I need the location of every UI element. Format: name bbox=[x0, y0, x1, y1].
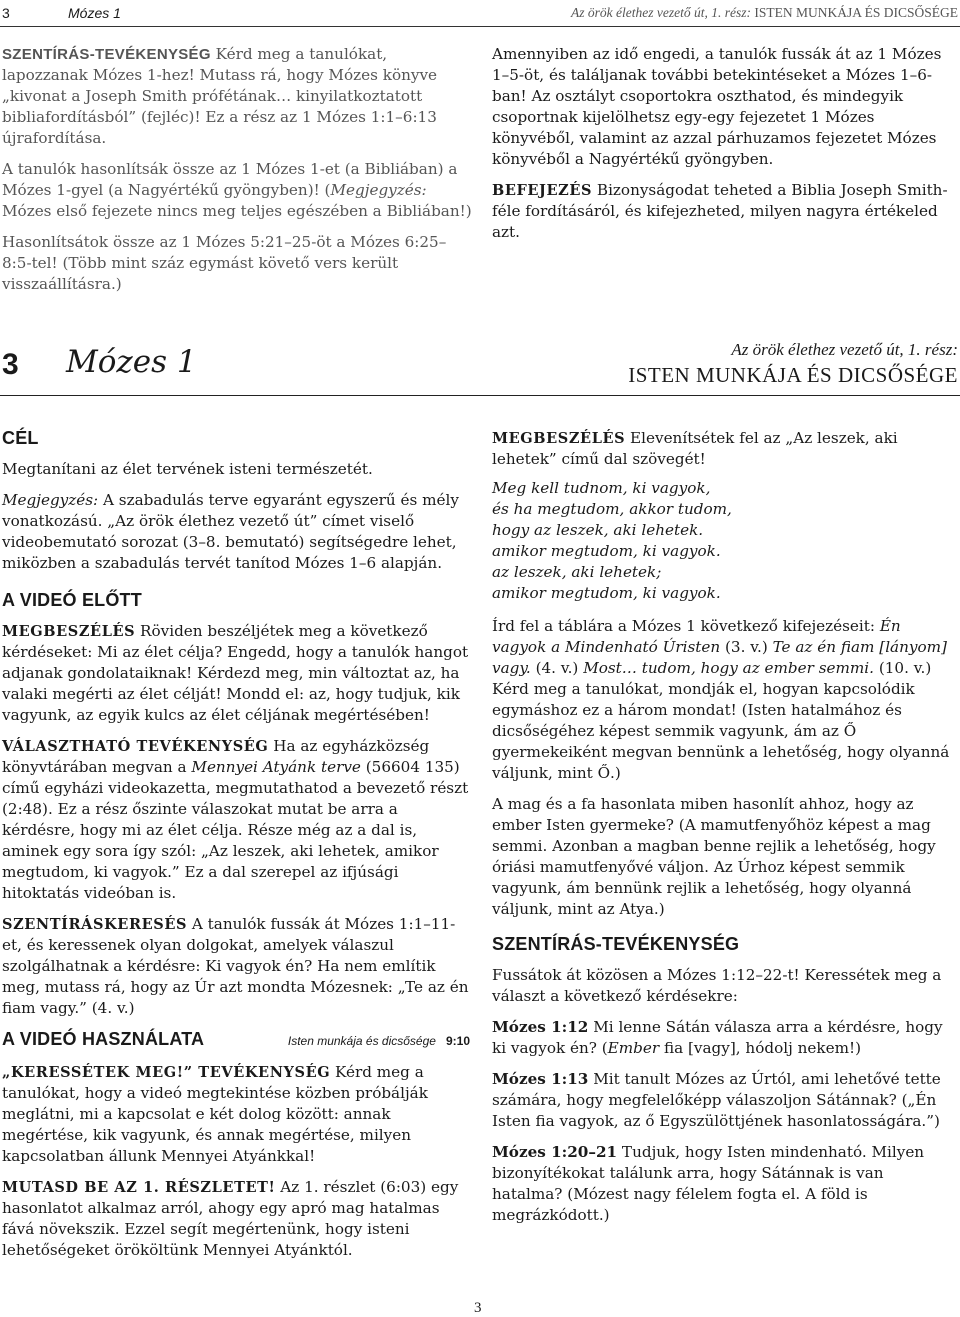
prev-scripture-activity: SZENTÍRÁS-TEVÉKENYSÉG Kérd meg a tanulókat, lapozzanak Mózes 1-hez! Mutass rá, hogy Mózes könyve „kivonat a Joseph Smith prófétának… kinyilatkoztatott bibliafordításból” (fejléc)! Ez a rész az 1 Mózes 1:1–6:13 újrafordítása. bbox=[2, 45, 438, 147]
prev-lesson-right-column bbox=[492, 44, 958, 253]
prev-compare-verses: Hasonlítsátok össze az 1 Mózes 5:21–25-öt a Mózes 6:25–8:5-tel! (Több mint száz egymást követő vers került visszaállításra.) bbox=[2, 233, 447, 293]
optional-activity-paragraph: VÁLASZTHATÓ TEVÉKENYSÉG Ha az egyházközség könyvtárában megvan a Mennyei Atyánk terve (56604 135) című egyházi videokazetta, megmutathatod a bevezető részt (2:48). Ez a rész őszinte válaszokat mutat be arra a kérdésre, hogy mi az élet célja. Része még az a dal is, aminek egy sora így szól: „Az leszek, aki lehetek, amikor megtudom, ki vagyok.” Ez a dal szerepel az ifjúsági hitoktatás videóban is. bbox=[2, 737, 469, 902]
board-phrases-paragraph: Írd fel a táblára a Mózes 1 következő kifejezéseit: Én vagyok a Mindenható Úristen (3. v.) Te az én fiam [lányom] vagy. (4. v.) Most… tudom, hogy az ember semmi. (10. v.) Kérd meg a tanulókat, mondják el, hogyan kapcsolódik egymáshoz ez a három mondat! (Isten hatalmához és dicsőségéhez képest semmik vagyunk, ám az Ő gyermekeiként megvan bennünk a lehetőség, hogy olyanná váljunk, mint Ő.) bbox=[492, 617, 950, 782]
lesson-left-column bbox=[2, 428, 470, 1271]
song-line: amikor megtudom, ki vagyok. bbox=[492, 584, 721, 602]
right-discussion-paragraph: MEGBESZÉLÉS Elevenítsétek fel az „Az leszek, aki lehetek” című dal szövegét! bbox=[492, 429, 898, 468]
running-page-number: 3 bbox=[2, 5, 10, 21]
scripture-activity-intro: Fussátok át közösen a Mózes 1:12–22-t! Keressétek meg a választ a következő kérdésekre: bbox=[492, 966, 942, 1005]
lesson-right-column bbox=[492, 428, 958, 1236]
chapter-number: 3 bbox=[2, 348, 19, 381]
before-video-heading: A VIDEÓ ELŐTT bbox=[2, 590, 142, 610]
chapter-divider bbox=[0, 395, 960, 396]
song-line: az leszek, aki lehetek; bbox=[492, 563, 662, 581]
find-it-activity: „KERESSÉTEK MEG!” TEVÉKENYSÉG Kérd meg a tanulókat, hogy a videó megtekintése közben próbálják meglátni, mi a kapcsolat e két dolog között: annak megértése, kik vagyunk, és annak megértése, milyen kapcsolatban állunk Mennyei Atyánkkal! bbox=[2, 1063, 428, 1165]
using-video-heading-row bbox=[2, 1029, 470, 1052]
running-book-title: Mózes 1 bbox=[68, 5, 121, 21]
prev-time-paragraph: Amennyiben az idő engedi, a tanulók fussák át az 1 Mózes 1–5-öt, és találjanak további betekintéseket a Mózes 1–6-ban! Az osztályt csoportokra oszthatod, és mindegyik csoportnak kijelölhetsz egy-egy fejezetet 1 Mózes könyvéből, valamint az azzal párhuzamos fejezetet Mózes könyvéből a Nagyértékű gyöngyben. bbox=[492, 45, 942, 168]
show-segment-paragraph: MUTASD BE AZ 1. RÉSZLETET! Az 1. részlet (6:03) egy hasonlatot alkalmaz arról, ahogy egy apró mag hatalmas fává növekszik. Ezzel segít megértenünk, hogy isteni lehetőségeket örököltünk Mennyei Atyánktól. bbox=[2, 1178, 459, 1259]
purpose-heading: CÉL bbox=[2, 428, 39, 448]
chapter-title: Mózes 1 bbox=[66, 344, 197, 380]
song-line: amikor megtudom, ki vagyok. bbox=[492, 542, 721, 560]
purpose-text: Megtanítani az élet tervének isteni természetét. bbox=[2, 460, 373, 478]
prev-lesson-left-column bbox=[2, 44, 472, 305]
song-lyrics bbox=[492, 478, 958, 604]
video-reference: Isten munkája és dicsősége 9:10 bbox=[287, 1034, 470, 1048]
chapter-series-italic: Az örök élethez vezető út, 1. rész: bbox=[731, 340, 958, 359]
song-line: hogy az leszek, aki lehetek. bbox=[492, 521, 704, 539]
running-series-title: Az örök élethez vezető út, 1. rész: ISTEN MUNKÁJA ÉS DICSŐSÉGE bbox=[571, 5, 958, 20]
moses-1-12-question: Mózes 1:12 Mi lenne Sátán válasza arra a kérdésre, hogy ki vagyok én? (Ember fia [vagy], hódolj nekem!) bbox=[492, 1018, 943, 1057]
running-header bbox=[0, 0, 960, 27]
song-line: Meg kell tudnom, ki vagyok, bbox=[492, 479, 711, 497]
scripture-search-paragraph: SZENTÍRÁSKERESÉS A tanulók fussák át Mózes 1:1–11-et, és keressenek olyan dolgokat, amelyek válaszul szolgálhatnak a kérdésre: Ki vagyok én? Ha nem említik meg, mutass rá, hogy az Úr azt mondta Mózesnek: „Te az én fiam vagy.” (4. v.) bbox=[2, 915, 469, 1017]
seed-analogy-paragraph: A mag és a fa hasonlata miben hasonlít ahhoz, hogy az ember Isten gyermeke? (A mamutfenyőhöz képest a mag semmi. Azonban a magban benne rejlik a lehetőség, hogy óriási mamutfenyővé váljon. Az Úrhoz képest semmik vagyunk, ám bennünk rejlik a lehetőség, hogy olyanná váljunk, mint az Atya.) bbox=[492, 795, 936, 918]
using-video-heading: A VIDEÓ HASZNÁLATA bbox=[2, 1029, 205, 1049]
note-paragraph: Megjegyzés: A szabadulás terve egyaránt egyszerű és mély vonatkozású. „Az örök élethez vezető út” címet viselő videobemutató sorozat (3–8. bemutató) segítségedre lehet, miközben a szabadulás tervét tanítod Mózes 1–6 alapján. bbox=[2, 491, 459, 572]
song-line: és ha megtudom, akkor tudom, bbox=[492, 500, 732, 518]
moses-1-13-question: Mózes 1:13 Mit tanult Mózes az Úrtól, ami lehetővé tette számára, hogy megfelelőképp válaszoljon Sátánnak? („Én Isten fia vagyok, az ő Egyszülöttjének hasonlatosságára.”) bbox=[492, 1070, 941, 1130]
moses-1-20-question: Mózes 1:20–21 Tudjuk, hogy Isten mindenható. Milyen bizonyítékokat találunk arra, hogy Sátánnak is van hatalma? (Mózest nagy félelem fogta el. A föld is megrázkódott.) bbox=[492, 1143, 925, 1224]
footer-page-number: 3 bbox=[474, 1300, 482, 1316]
chapter-series bbox=[628, 340, 958, 388]
chapter-series-caps: ISTEN MUNKÁJA ÉS DICSŐSÉGE bbox=[628, 363, 958, 387]
discussion-paragraph: MEGBESZÉLÉS Röviden beszéljétek meg a következő kérdéseket: Mi az élet célja? Engedd, hogy a tanulók hangot adjanak gondolataiknak! Kérdezd meg, min változtat az, ha valaki megérti az élet célját! Mondd el: az, hogy tudjuk, kik vagyunk, az egyik kulcs az élet céljának megértésében! bbox=[2, 622, 469, 724]
scripture-activity-heading: SZENTÍRÁS-TEVÉKENYSÉG bbox=[492, 934, 740, 954]
prev-compare-paragraph: A tanulók hasonlítsák össze az 1 Mózes 1-et (a Bibliában) a Mózes 1-gyel (a Nagyértékű gyöngyben)! (Megjegyzés: Mózes első fejezete nincs meg teljes egészében a Bibliában!) bbox=[2, 160, 472, 220]
prev-conclusion: BEFEJEZÉS Bizonyságodat teheted a Biblia Joseph Smith-féle fordításáról, és kifejezheted, milyen nagyra értékeled azt. bbox=[492, 181, 948, 241]
